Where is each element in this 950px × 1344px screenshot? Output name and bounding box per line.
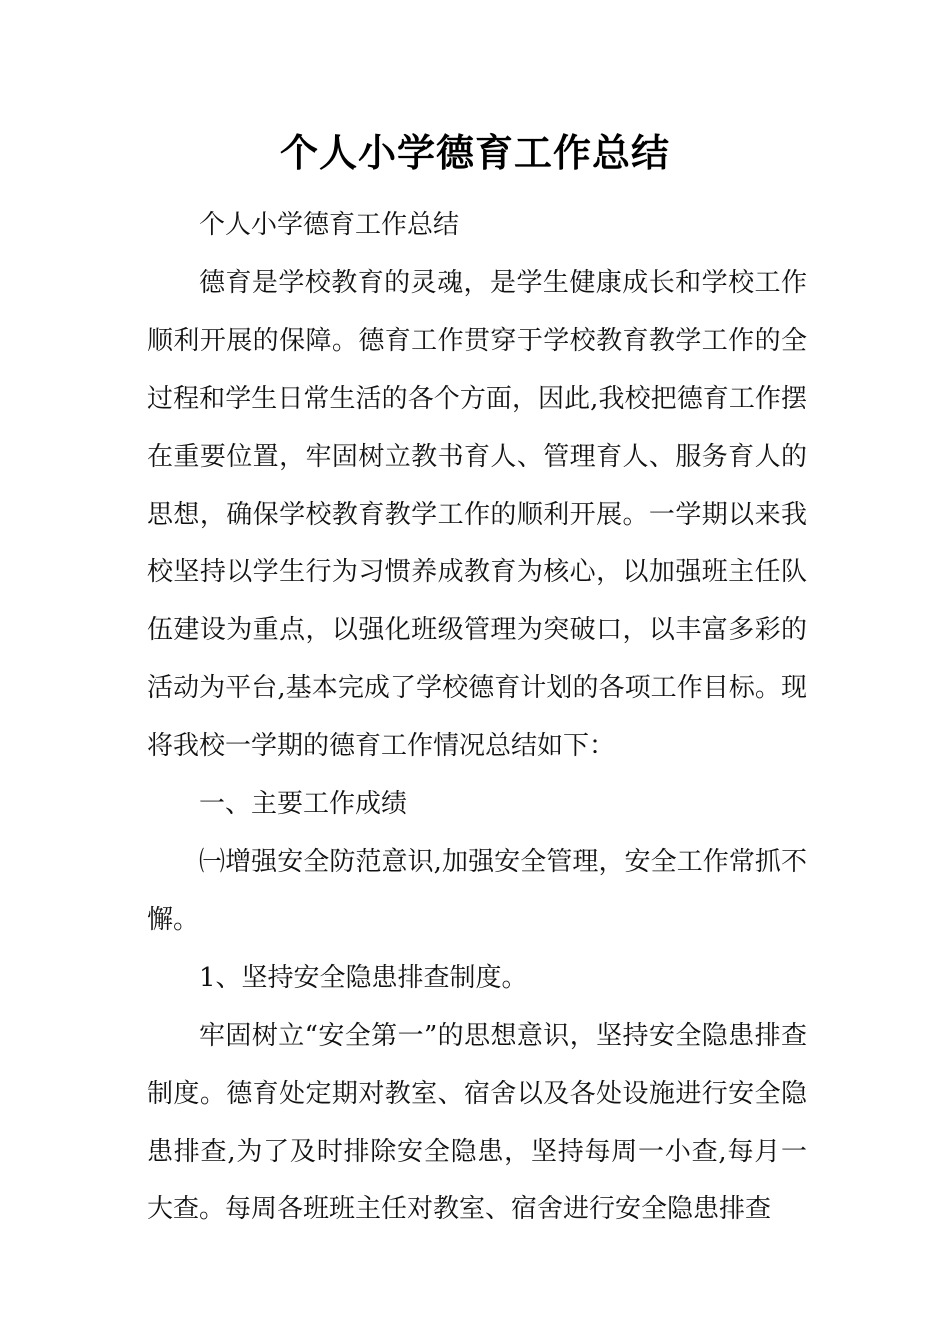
- item-heading: 1、坚持安全隐患排查制度。: [199, 962, 528, 993]
- subsection-heading: ㈠增强安全防范意识,加强安全管理，安全工作常抓不懈。: [147, 846, 807, 935]
- paragraph-safety: 牢固树立“安全第一”的思想意识，坚持安全隐患排查制度。德育处定期对教室、宿舍以及各处设施进行安全隐患排查,为了及时排除安全隐患，坚持每周一小查,每月一大查。每周各班班主任对教室、宿舍进行安全隐患排查: [147, 1020, 807, 1225]
- document-body: [147, 197, 807, 1239]
- document-title: 个人小学德育工作总结: [279, 130, 670, 175]
- paragraph-subtitle: 个人小学德育工作总结: [199, 210, 460, 240]
- paragraph-intro: 德育是学校教育的灵魂，是学生健康成长和学校工作顺利开展的保障。德育工作贯穿于学校教育教学工作的全过程和学生日常生活的各个方面，因此,我校把德育工作摆在重要位置，牢固树立教书育人、管理育人、服务育人的思想，确保学校教育教学工作的顺利开展。一学期以来我校坚持以学生行为习惯养成教育为核心，以加强班主任队伍建设为重点，以强化班级管理为突破口，以丰富多彩的活动为平台,基本完成了学校德育计划的各项工作目标。现将我校一学期的德育工作情况总结如下：: [147, 267, 807, 762]
- section-heading: 一、主要工作成绩: [199, 789, 408, 820]
